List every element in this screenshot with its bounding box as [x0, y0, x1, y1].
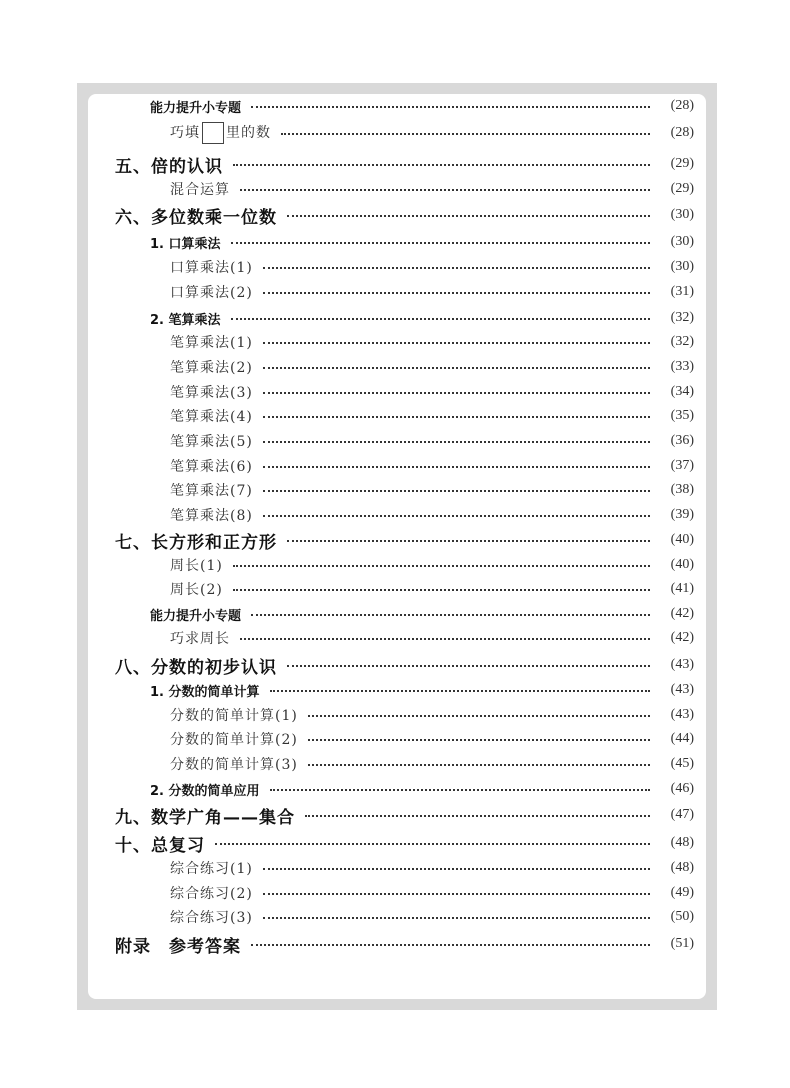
toc-lesson-row[interactable]	[0, 752, 790, 776]
toc-entry-label: 周长(1)	[170, 558, 223, 574]
toc-page-number: (29)	[670, 181, 694, 196]
toc-entry-label: 笔算乘法(4)	[170, 409, 253, 425]
blank-box-icon	[202, 122, 224, 144]
toc-entry-label: 笔算乘法(2)	[170, 360, 253, 376]
toc-page-number: (29)	[670, 156, 694, 171]
dot-leader	[287, 215, 650, 217]
toc-page-number: (42)	[670, 630, 694, 645]
toc-chapter-row[interactable]	[0, 152, 790, 176]
toc-entry-label: 综合练习(2)	[170, 886, 253, 902]
toc-entry-label: 1. 口算乘法	[150, 236, 221, 252]
toc-lesson-row[interactable]	[0, 703, 790, 727]
toc-entry-label: 附录 参考答案	[115, 936, 241, 957]
toc-entry-label: 周长(2)	[170, 582, 223, 598]
toc-lesson-row[interactable]	[0, 856, 790, 880]
toc-entry-label: 笔算乘法(3)	[170, 385, 253, 401]
toc-page-number: (43)	[670, 707, 694, 722]
toc-page-number: (50)	[670, 909, 694, 924]
dot-leader	[270, 789, 650, 791]
toc-lesson-row[interactable]	[0, 255, 790, 279]
toc-entry-label: 巧求周长	[170, 631, 230, 647]
toc-chapter-row[interactable]	[0, 831, 790, 855]
dot-leader	[263, 490, 650, 492]
toc-lesson-row[interactable]	[0, 404, 790, 428]
toc-page-number: (40)	[670, 557, 694, 572]
toc-page-number: (42)	[670, 606, 694, 621]
toc-entry-label-part: 巧填	[170, 125, 200, 141]
toc-page-number: (35)	[670, 408, 694, 423]
dot-leader	[263, 515, 650, 517]
toc-entry-label: 2. 笔算乘法	[150, 312, 221, 328]
toc-chapter-row[interactable]	[0, 653, 790, 677]
toc-lesson-row[interactable]	[0, 626, 790, 650]
dot-leader	[270, 690, 650, 692]
toc-page-number: (28)	[670, 98, 694, 113]
dot-leader	[263, 292, 650, 294]
toc-topic-row[interactable]	[0, 230, 790, 254]
toc-lesson-row[interactable]	[0, 881, 790, 905]
toc-entry-label: 七、长方形和正方形	[115, 532, 277, 553]
toc-lesson-row[interactable]	[0, 429, 790, 453]
dot-leader	[251, 614, 650, 616]
toc-topic-row[interactable]	[0, 602, 790, 626]
toc-entry-label: 能力提升小专题	[150, 100, 242, 116]
toc-topic-row[interactable]	[0, 306, 790, 330]
dot-leader	[240, 638, 650, 640]
toc-page-number: (30)	[670, 259, 694, 274]
toc-topic-row[interactable]	[0, 678, 790, 702]
toc-page-number: (45)	[670, 756, 694, 771]
toc-entry-label: 九、数学广角——集合	[115, 807, 295, 828]
toc-lesson-row[interactable]	[0, 478, 790, 502]
dot-leader	[263, 466, 650, 468]
toc-lesson-row[interactable]	[0, 355, 790, 379]
dot-leader	[233, 164, 650, 166]
toc-page-number: (28)	[670, 125, 694, 140]
toc-page-number: (49)	[670, 885, 694, 900]
dot-leader	[308, 764, 650, 766]
dot-leader	[240, 189, 650, 191]
dot-leader	[233, 589, 650, 591]
toc-page-number: (30)	[670, 234, 694, 249]
toc-lesson-row[interactable]	[0, 280, 790, 304]
toc-entry-label: 混合运算	[170, 182, 230, 198]
toc-entry-label-part: 里的数	[226, 125, 271, 141]
dot-leader	[308, 715, 650, 717]
toc-lesson-row[interactable]	[0, 727, 790, 751]
toc-lesson-row[interactable]	[0, 454, 790, 478]
toc-lesson-row[interactable]	[0, 577, 790, 601]
toc-page-number: (44)	[670, 731, 694, 746]
dot-leader	[231, 242, 650, 244]
dot-leader	[287, 665, 650, 667]
toc-lesson-row[interactable]	[0, 503, 790, 527]
dot-leader	[281, 133, 650, 135]
toc-entry-label	[170, 122, 271, 144]
toc-page-number: (40)	[670, 532, 694, 547]
dot-leader	[263, 342, 650, 344]
toc-page-number: (43)	[670, 682, 694, 697]
toc-entry-label: 能力提升小专题	[150, 608, 242, 624]
toc-chapter-row[interactable]	[0, 528, 790, 552]
toc-chapter-row[interactable]	[0, 932, 790, 956]
dot-leader	[305, 815, 650, 817]
toc-page-number: (31)	[670, 284, 694, 299]
dot-leader	[263, 267, 650, 269]
toc-entry-label: 笔算乘法(6)	[170, 459, 253, 475]
dot-leader	[308, 739, 650, 741]
toc-lesson-row[interactable]	[0, 177, 790, 201]
toc-lesson-row[interactable]	[0, 330, 790, 354]
toc-entry-label: 笔算乘法(8)	[170, 508, 253, 524]
toc-entry-label: 口算乘法(2)	[170, 285, 253, 301]
dot-leader	[263, 416, 650, 418]
toc-page-number: (38)	[670, 482, 694, 497]
toc-entry-label: 分数的简单计算(3)	[170, 757, 298, 773]
dot-leader	[263, 367, 650, 369]
dot-leader	[231, 318, 650, 320]
toc-page-number: (34)	[670, 384, 694, 399]
toc-entry-label: 十、总复习	[115, 835, 205, 856]
toc-page-number: (41)	[670, 581, 694, 596]
toc-page-number: (43)	[670, 657, 694, 672]
toc-entry-label: 笔算乘法(1)	[170, 335, 253, 351]
toc-topic-row[interactable]	[0, 777, 790, 801]
toc-entry-label: 六、多位数乘一位数	[115, 207, 277, 228]
toc-page-number: (32)	[670, 334, 694, 349]
dot-leader	[251, 106, 650, 108]
toc-lesson-row[interactable]	[0, 553, 790, 577]
toc-page-number: (33)	[670, 359, 694, 374]
toc-page-number: (32)	[670, 310, 694, 325]
toc-lesson-row[interactable]	[0, 121, 790, 145]
toc-page-number: (39)	[670, 507, 694, 522]
toc-page-number: (30)	[670, 207, 694, 222]
toc-entry-label: 八、分数的初步认识	[115, 657, 277, 678]
toc-entry-label: 综合练习(1)	[170, 861, 253, 877]
toc-page-number: (46)	[670, 781, 694, 796]
dot-leader	[263, 441, 650, 443]
toc-page-number: (37)	[670, 458, 694, 473]
dot-leader	[263, 893, 650, 895]
dot-leader	[287, 540, 650, 542]
toc-entry-label: 笔算乘法(7)	[170, 483, 253, 499]
toc-entry-label: 综合练习(3)	[170, 910, 253, 926]
toc-entry-label: 1. 分数的简单计算	[150, 684, 260, 700]
toc-entry-label: 分数的简单计算(2)	[170, 732, 298, 748]
toc-page-number: (47)	[670, 807, 694, 822]
toc-entry-label: 口算乘法(1)	[170, 260, 253, 276]
toc-chapter-row[interactable]	[0, 803, 790, 827]
toc-page-number: (48)	[670, 860, 694, 875]
dot-leader	[251, 944, 650, 946]
toc-lesson-row[interactable]	[0, 905, 790, 929]
toc-entry-label: 分数的简单计算(1)	[170, 708, 298, 724]
dot-leader	[263, 392, 650, 394]
dot-leader	[233, 565, 650, 567]
toc-page-number: (51)	[670, 936, 694, 951]
toc-page-number: (48)	[670, 835, 694, 850]
toc-chapter-row[interactable]	[0, 203, 790, 227]
toc-entry-label: 笔算乘法(5)	[170, 434, 253, 450]
toc-entry-label: 五、倍的认识	[115, 156, 223, 177]
toc-page-number: (36)	[670, 433, 694, 448]
toc-lesson-row[interactable]	[0, 380, 790, 404]
toc-entry-label: 2. 分数的简单应用	[150, 783, 260, 799]
toc-topic-row[interactable]	[0, 94, 790, 118]
dot-leader	[263, 917, 650, 919]
dot-leader	[263, 868, 650, 870]
dot-leader	[215, 843, 650, 845]
